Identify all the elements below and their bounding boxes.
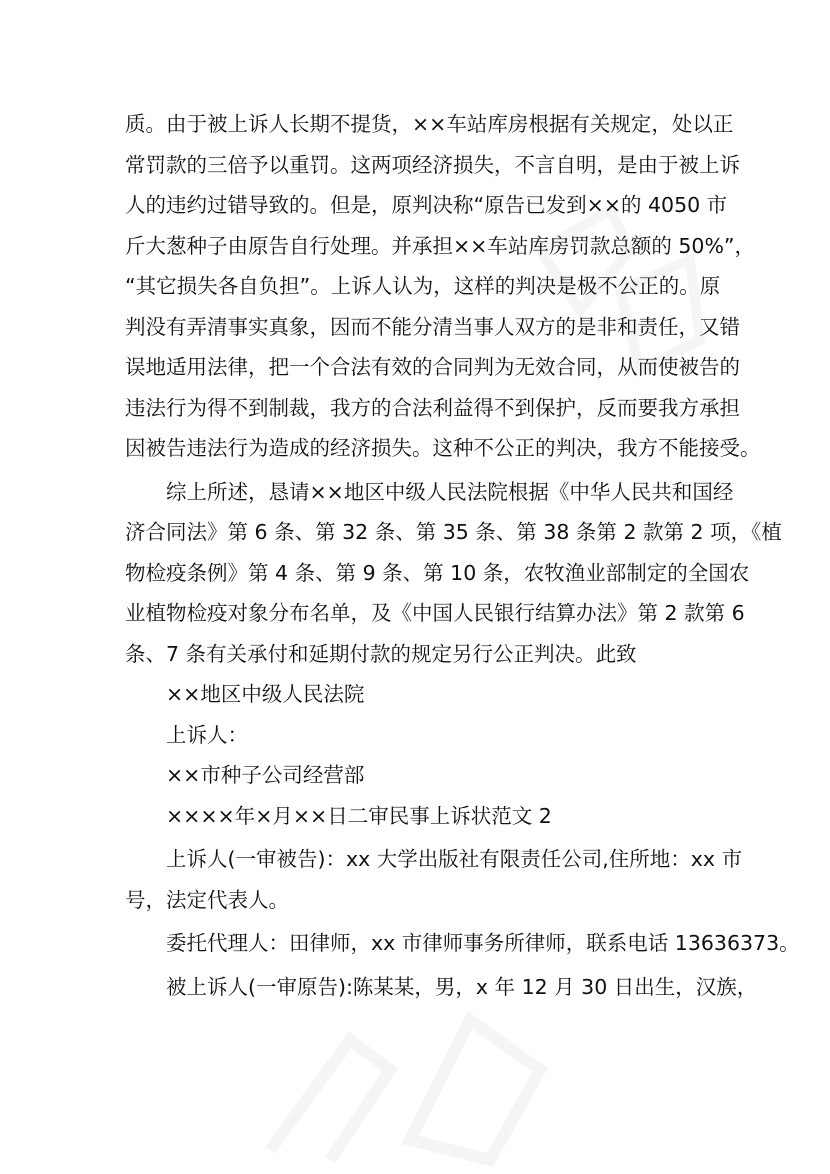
text-line: 斤大葱种子由原告自行处理。并承担××车站库房罚款总额的 50%”， bbox=[125, 233, 756, 258]
text-line: 因被告违法行为造成的经济损失。这种不公正的判决，我方不能接受。 bbox=[125, 436, 761, 460]
text-line: 违法行为得不到制裁，我方的合法利益得不到保护，反而要我方承担 bbox=[125, 395, 740, 420]
text-line: 号，法定代表人。 bbox=[125, 887, 289, 912]
text-line: 综上所述，恳请××地区中级人民法院根据《中华人民共和国经 bbox=[166, 479, 734, 504]
text-line: 济合同法》第 6 条、第 32 条、第 35 条、第 38 条第 2 款第 2 项，《植 bbox=[125, 520, 782, 544]
text-line: 判没有弄清事实真象，因而不能分清当事人双方的是非和责任，又错 bbox=[125, 314, 740, 339]
text-line: 常罚款的三倍予以重罚。这两项经济损失，不言自明，是由于被上诉 bbox=[125, 152, 740, 177]
appellant-name: ××市种子公司经营部 bbox=[166, 763, 365, 787]
text-line: 业植物检疫对象分布名单，及《中国人民银行结算办法》第 2 款第 6 bbox=[125, 601, 745, 625]
paragraph-conclusion bbox=[125, 472, 782, 675]
text-line: 质。由于被上诉人长期不提货，××车站库房根据有关规定，处以正 bbox=[125, 112, 734, 136]
agent-info: 委托代理人：田律师，xx 市律师事务所律师，联系电话 13636373。 bbox=[166, 931, 800, 955]
paragraph-loss-argument bbox=[125, 104, 761, 469]
text-line: “其它损失各自负担”。上诉人认为，这样的判决是极不公正的。原 bbox=[125, 274, 721, 298]
watermark-logo-bottom bbox=[240, 980, 560, 1170]
appellant-label: 上诉人： bbox=[166, 722, 248, 747]
date-and-sample-title: ××××年×月××日二审民事上诉状范文 2 bbox=[166, 803, 552, 828]
paragraph-appellant-info bbox=[125, 839, 743, 920]
text-line: 条、7 条有关承付和延期付款的规定另行公正判决。此致 bbox=[125, 641, 637, 666]
appellee-info: 被上诉人(一审原告):陈某某，男，x 年 12 月 30 日出生，汉族， bbox=[166, 974, 758, 999]
text-line: 人的违约过错导致的。但是，原判决称“原告已发到××的 4050 市 bbox=[125, 193, 728, 217]
document-body bbox=[125, 104, 800, 1007]
text-line: 误地适用法律，把一个合法有效的合同判为无效合同，从而使被告的 bbox=[125, 355, 740, 379]
court-name: ××地区中级人民法院 bbox=[166, 682, 365, 706]
text-line: 物检疫条例》第 4 条、第 9 条、第 10 条，农牧渔业部制定的全国农 bbox=[125, 560, 750, 585]
text-line: 上诉人(一审被告)：xx 大学出版社有限责任公司,住所地：xx 市 bbox=[166, 847, 743, 871]
